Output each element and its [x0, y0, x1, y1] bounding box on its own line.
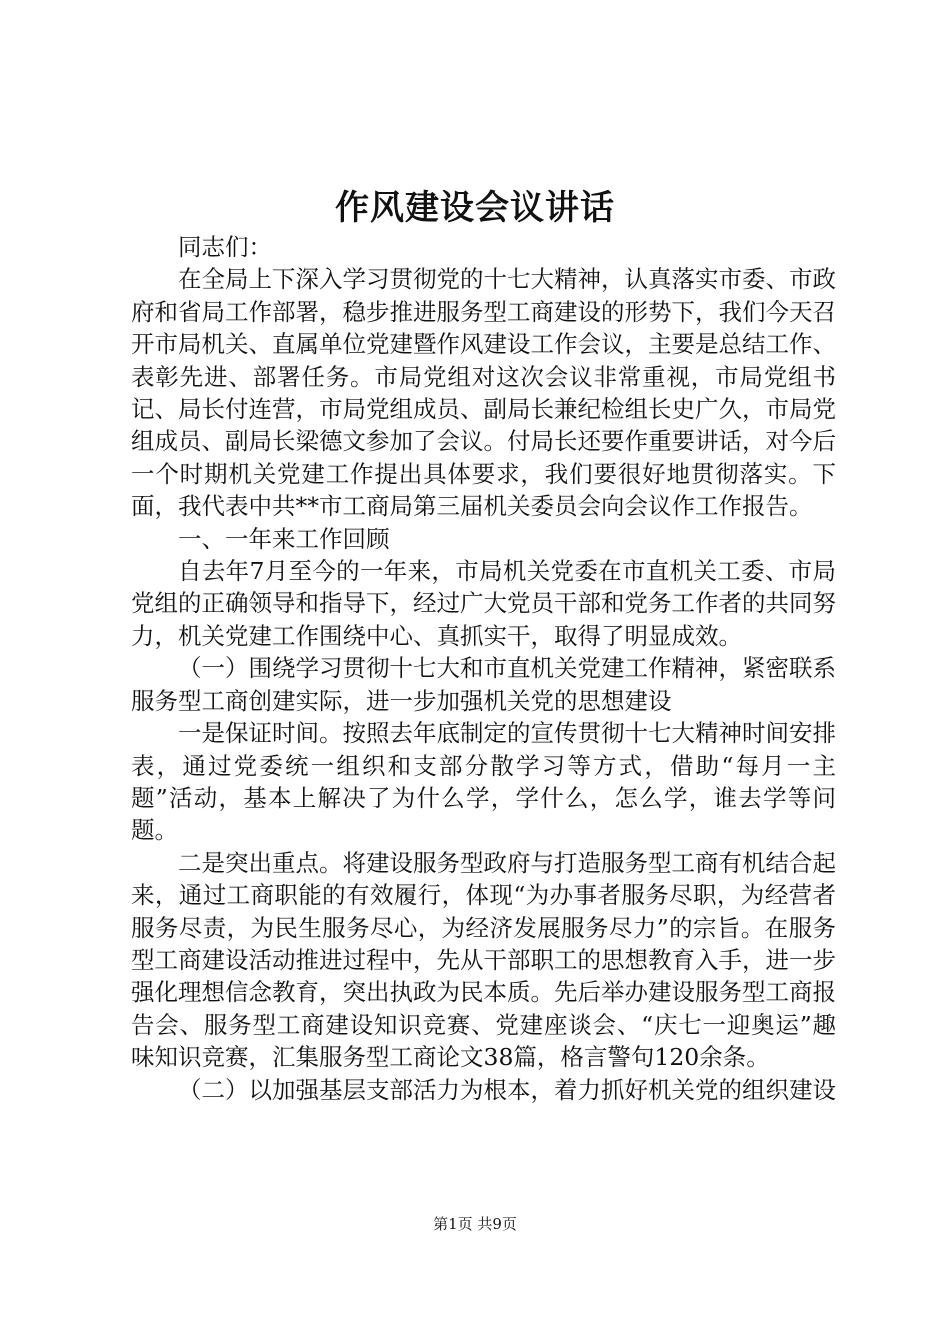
paragraph-greeting: 同志们： — [178, 233, 272, 261]
page-footer: 第1页 共9页 — [433, 1215, 517, 1233]
paragraph-review: 自去年7月至今的一年来，市局机关党委在市直机关工委、市局党组的正确领导和指导下，经过广大党员干部和党务工作者的共同努力，机关党建工作围绕中心、真抓实干，取得了明显成效。 — [131, 557, 836, 650]
paragraph-point-2: 二是突出重点。将建设服务型政府与打造服务型工商有机结合起来，通过工商职能的有效履行，体现“为办事者服务尽职，为经营者服务尽责，为民生服务尽心，为经济发展服务尽力”的宗旨。在服务型工商建设活动推进过程中，先从干部职工的思想教育入手，进一步强化理想信念教育，突出执政为民本质。先后举办建设服务型工商报告会、服务型工商建设知识竞赛、党建座谈会、“庆七一迎奥运”趣味知识竞赛，汇集服务型工商论文38篇，格言警句120余条。 — [131, 848, 836, 1072]
section-heading-1: 一、一年来工作回顾 — [178, 524, 390, 553]
paragraph-point-1: 一是保证时间。按照去年底制定的宣传贯彻十七大精神时间安排表，通过党委统一组织和支部分散学习等方式，借助“每月一主题”活动，基本上解决了为什么学，学什么，怎么学，谁去学等问题。 — [131, 719, 836, 845]
subsection-heading-1: （一）围绕学习贯彻十七大和市直机关党建工作精神，紧密联系服务型工商创建实际，进一步加强机关党的思想建设 — [131, 654, 836, 715]
document-title: 作风建设会议讲话 — [335, 188, 615, 228]
document-body — [131, 231, 836, 1106]
paragraph-intro: 在全局上下深入学习贯彻党的十七大精神，认真落实市委、市政府和省局工作部署，稳步推进服务型工商建设的形势下，我们今天召开市局机关、直属单位党建暨作风建设工作会议，主要是总结工作、表彰先进、部署任务。市局党组对这次会议非常重视，市局党组书记、局长付连营，市局党组成员、副局长兼纪检组长史广久，市局党组成员、副局长梁德文参加了会议。付局长还要作重要讲话，对今后一个时期机关党建工作提出具体要求，我们要很好地贯彻落实。下面，我代表中共**市工商局第三届机关委员会向会议作工作报告。 — [131, 265, 836, 521]
subsection-heading-2: （二）以加强基层支部活力为根本，着力抓好机关党的组织建设 — [178, 1075, 836, 1104]
